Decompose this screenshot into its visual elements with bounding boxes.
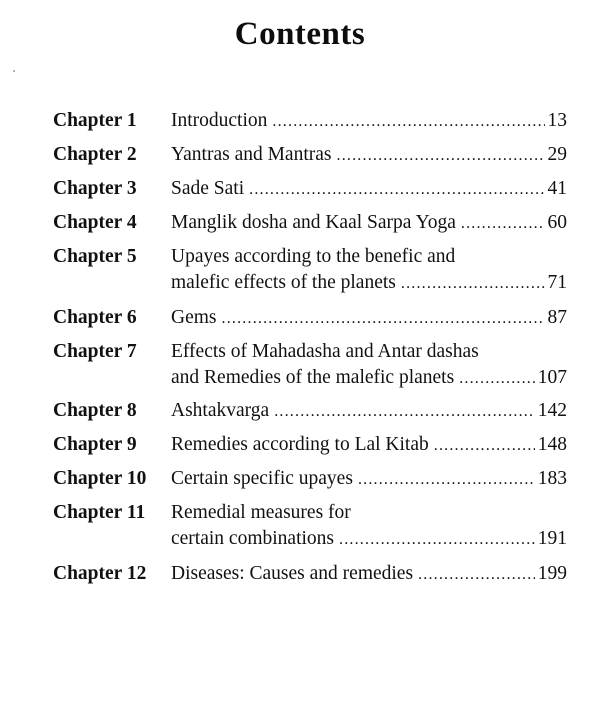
- dot-leader: [401, 271, 545, 297]
- page-number: 191: [537, 528, 567, 549]
- chapter-title-line: Upayes according to the benefic and: [171, 246, 456, 267]
- dot-leader: [249, 177, 544, 203]
- chapter-label: Chapter 12: [53, 563, 147, 584]
- chapter-title-line: Diseases: Causes and remedies: [171, 563, 414, 584]
- chapter-title-line: Remedies according to Lal Kitab: [171, 434, 429, 455]
- chapter-label: Chapter 4: [53, 212, 137, 233]
- dot-leader: [434, 433, 535, 459]
- chapter-title: [171, 142, 567, 168]
- chapter-title-line: Effects of Mahadasha and Antar dashas: [171, 341, 479, 362]
- dot-leader: [459, 366, 535, 392]
- chapter-title-line: Ashtakvarga: [171, 400, 270, 421]
- dot-leader: [418, 562, 535, 588]
- page-number: 29: [547, 144, 567, 165]
- chapter-title-line: Introduction: [171, 110, 268, 131]
- page-number: 148: [537, 434, 567, 455]
- chapter-title-line: and Remedies of the malefic planets: [171, 367, 455, 388]
- chapter-title: [171, 108, 567, 134]
- chapter-label: Chapter 2: [53, 144, 137, 165]
- chapter-title-line: Gems: [171, 307, 217, 328]
- page-number: 71: [547, 272, 567, 293]
- chapter-title-line: Sade Sati: [171, 178, 245, 199]
- scan-speck: [13, 70, 15, 72]
- chapter-label: Chapter 9: [53, 434, 137, 455]
- chapter-title: [171, 500, 567, 552]
- dot-leader: [358, 467, 535, 493]
- dot-leader: [274, 399, 535, 425]
- page-number: 13: [547, 110, 567, 131]
- chapter-label: Chapter 8: [53, 400, 137, 421]
- chapter-label: Chapter 10: [53, 468, 147, 489]
- chapter-title: [171, 561, 567, 587]
- page-number: 199: [537, 563, 567, 584]
- chapter-label: Chapter 5: [53, 246, 137, 267]
- chapter-label: Chapter 3: [53, 178, 137, 199]
- chapter-title-line: certain combinations: [171, 528, 334, 549]
- chapter-title: [171, 176, 567, 202]
- chapter-title: [171, 466, 567, 492]
- chapter-title: [171, 398, 567, 424]
- chapter-title: [171, 210, 567, 236]
- dot-leader: [222, 306, 545, 332]
- page-number: 41: [547, 178, 567, 199]
- page-number: 87: [547, 307, 567, 328]
- page-number: 142: [537, 400, 567, 421]
- chapter-label: Chapter 6: [53, 307, 137, 328]
- dot-leader: [339, 527, 535, 553]
- chapter-label: Chapter 11: [53, 502, 146, 523]
- chapter-title: [171, 244, 567, 296]
- page-number: 107: [537, 367, 567, 388]
- chapter-label: Chapter 7: [53, 341, 137, 362]
- page-number: 183: [537, 468, 567, 489]
- chapter-label: Chapter 1: [53, 110, 137, 131]
- dot-leader: [272, 109, 544, 135]
- page-title: Contents: [234, 16, 366, 52]
- page-number: 60: [547, 212, 567, 233]
- chapter-title: [171, 305, 567, 331]
- chapter-title-line: Manglik dosha and Kaal Sarpa Yoga: [171, 212, 456, 233]
- chapter-title-line: malefic effects of the planets: [171, 272, 396, 293]
- dot-leader: [461, 211, 545, 237]
- chapter-title: [171, 339, 567, 391]
- chapter-title: [171, 432, 567, 458]
- chapter-title-line: Certain specific upayes: [171, 468, 353, 489]
- chapter-title-line: Yantras and Mantras: [171, 144, 332, 165]
- dot-leader: [337, 143, 545, 169]
- chapter-title-line: Remedial measures for: [171, 502, 351, 523]
